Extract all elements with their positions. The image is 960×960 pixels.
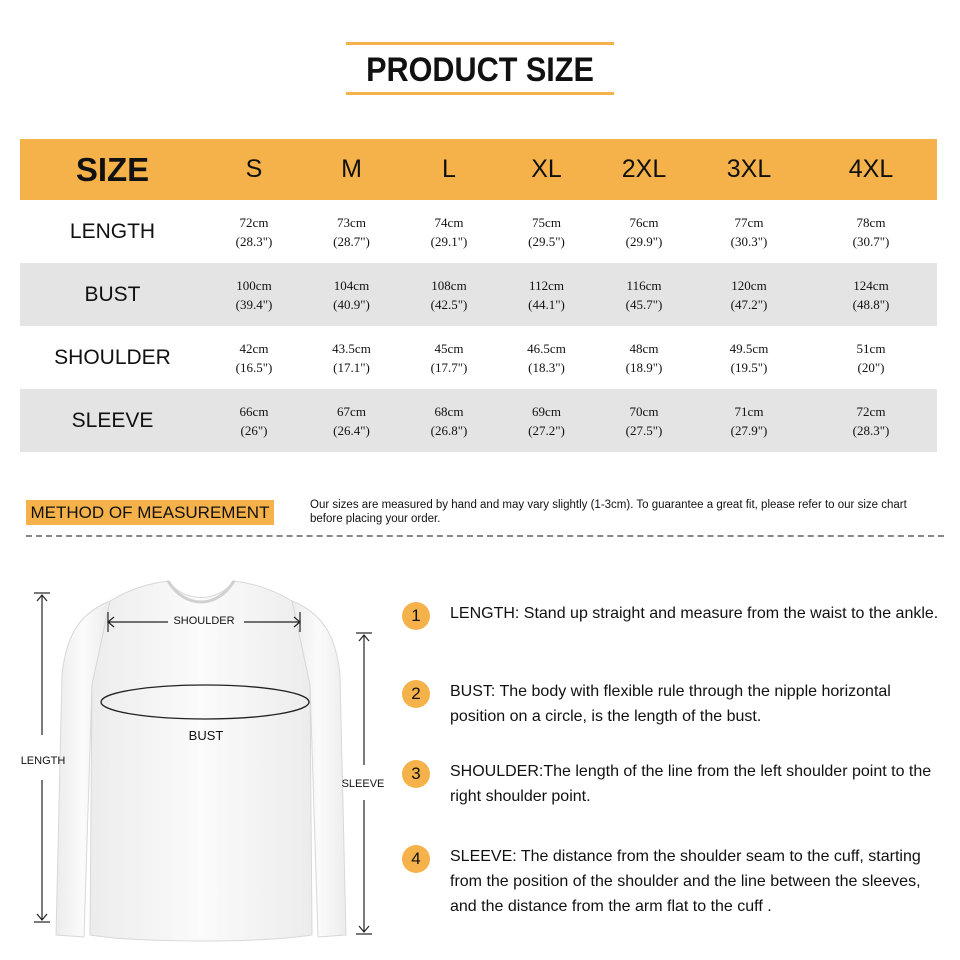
dashed-divider bbox=[26, 535, 944, 537]
size-header-3xl: 3XL bbox=[726, 155, 772, 183]
table-cell: 67cm (26.4") bbox=[333, 403, 370, 438]
method-of-measurement-label: METHOD OF MEASUREMENT bbox=[26, 500, 274, 525]
table-cell: 75cm (29.5") bbox=[528, 214, 565, 249]
step-number-badge: 3 bbox=[402, 760, 430, 788]
step-text: LENGTH: Stand up straight and measure from the waist to the ankle. bbox=[450, 605, 939, 622]
sleeve-label: SLEEVE bbox=[341, 778, 385, 790]
table-row-shoulder bbox=[20, 326, 937, 389]
table-cell: 46.5cm (18.3") bbox=[527, 340, 566, 375]
table-cell: 108cm (42.5") bbox=[430, 277, 468, 312]
step-number-badge: 1 bbox=[402, 602, 430, 630]
table-cell: 72cm (28.3") bbox=[852, 403, 890, 438]
table-cell: 74cm (29.1") bbox=[430, 214, 468, 249]
table-cell: 70cm (27.5") bbox=[625, 403, 663, 438]
table-cell: 43.5cm (17.1") bbox=[332, 340, 371, 375]
table-cell: 120cm (47.2") bbox=[730, 277, 768, 312]
title-top-rule bbox=[346, 42, 614, 45]
step-number-badge: 4 bbox=[402, 845, 430, 873]
table-cell: 124cm (48.8") bbox=[852, 277, 890, 312]
row-label: BUST bbox=[84, 282, 141, 306]
step-text: SLEEVE: The distance from the shoulder seam to the cuff, starting from the position of the shoulder and the line between the sleeves, and the distance from the arm flat to the cuff . bbox=[450, 848, 921, 915]
shoulder-label: SHOULDER bbox=[173, 615, 235, 627]
table-cell: 73cm (28.7") bbox=[333, 214, 370, 249]
table-cell: 51cm (20") bbox=[856, 340, 886, 375]
page-title-block bbox=[346, 42, 614, 95]
table-cell: 49.5cm (19.5") bbox=[729, 340, 769, 375]
table-cell: 66cm (26") bbox=[239, 403, 269, 438]
table-cell: 100cm (39.4") bbox=[235, 277, 273, 312]
size-header-m: M bbox=[341, 155, 362, 183]
step-text: BUST: The body with flexible rule through the nipple horizontal position on a circle, is the length of the bust. bbox=[450, 683, 891, 725]
length-label: LENGTH bbox=[20, 755, 66, 767]
size-table bbox=[20, 139, 937, 452]
measurement-note: Our sizes are measured by hand and may vary slightly (1-3cm). To guarantee a great fit, please refer to our size chart before placing your order. bbox=[310, 499, 907, 525]
table-cell: 104cm (40.9") bbox=[333, 277, 370, 312]
shirt-icon bbox=[56, 581, 346, 941]
table-cell: 78cm (30.7") bbox=[852, 214, 890, 249]
table-cell: 68cm (26.8") bbox=[430, 403, 468, 438]
step-text: SHOULDER:The length of the line from the left shoulder point to the right shoulder point. bbox=[450, 763, 932, 805]
table-cell: 42cm (16.5") bbox=[235, 340, 273, 375]
table-row-length bbox=[20, 200, 937, 263]
size-table-header bbox=[20, 139, 937, 200]
size-header-xl: XL bbox=[531, 155, 562, 183]
size-header-corner: SIZE bbox=[75, 150, 150, 188]
table-cell: 45cm (17.7") bbox=[430, 340, 468, 375]
table-cell: 77cm (30.3") bbox=[730, 214, 768, 249]
row-label: LENGTH bbox=[69, 219, 156, 243]
row-label: SHOULDER bbox=[54, 345, 171, 369]
title-bottom-rule bbox=[346, 92, 614, 95]
page-title: PRODUCT SIZE bbox=[366, 51, 594, 89]
table-row-sleeve bbox=[20, 389, 937, 452]
table-cell: 71cm (27.9") bbox=[730, 403, 768, 438]
table-cell: 112cm (44.1") bbox=[528, 277, 565, 312]
shirt-diagram bbox=[0, 565, 400, 960]
table-cell: 116cm (45.7") bbox=[625, 277, 663, 312]
size-header-s: S bbox=[245, 155, 263, 183]
step-number-badge: 2 bbox=[402, 680, 430, 708]
table-row-bust bbox=[20, 263, 937, 326]
row-label: SLEEVE bbox=[71, 408, 154, 432]
size-header-4xl: 4XL bbox=[848, 155, 894, 183]
table-cell: 69cm (27.2") bbox=[528, 403, 565, 438]
table-cell: 76cm (29.9") bbox=[625, 214, 663, 249]
bust-label: BUST bbox=[188, 728, 224, 743]
size-header-2xl: 2XL bbox=[621, 155, 667, 183]
table-cell: 72cm (28.3") bbox=[235, 214, 273, 249]
size-header-l: L bbox=[442, 155, 456, 183]
table-cell: 48cm (18.9") bbox=[625, 340, 663, 375]
